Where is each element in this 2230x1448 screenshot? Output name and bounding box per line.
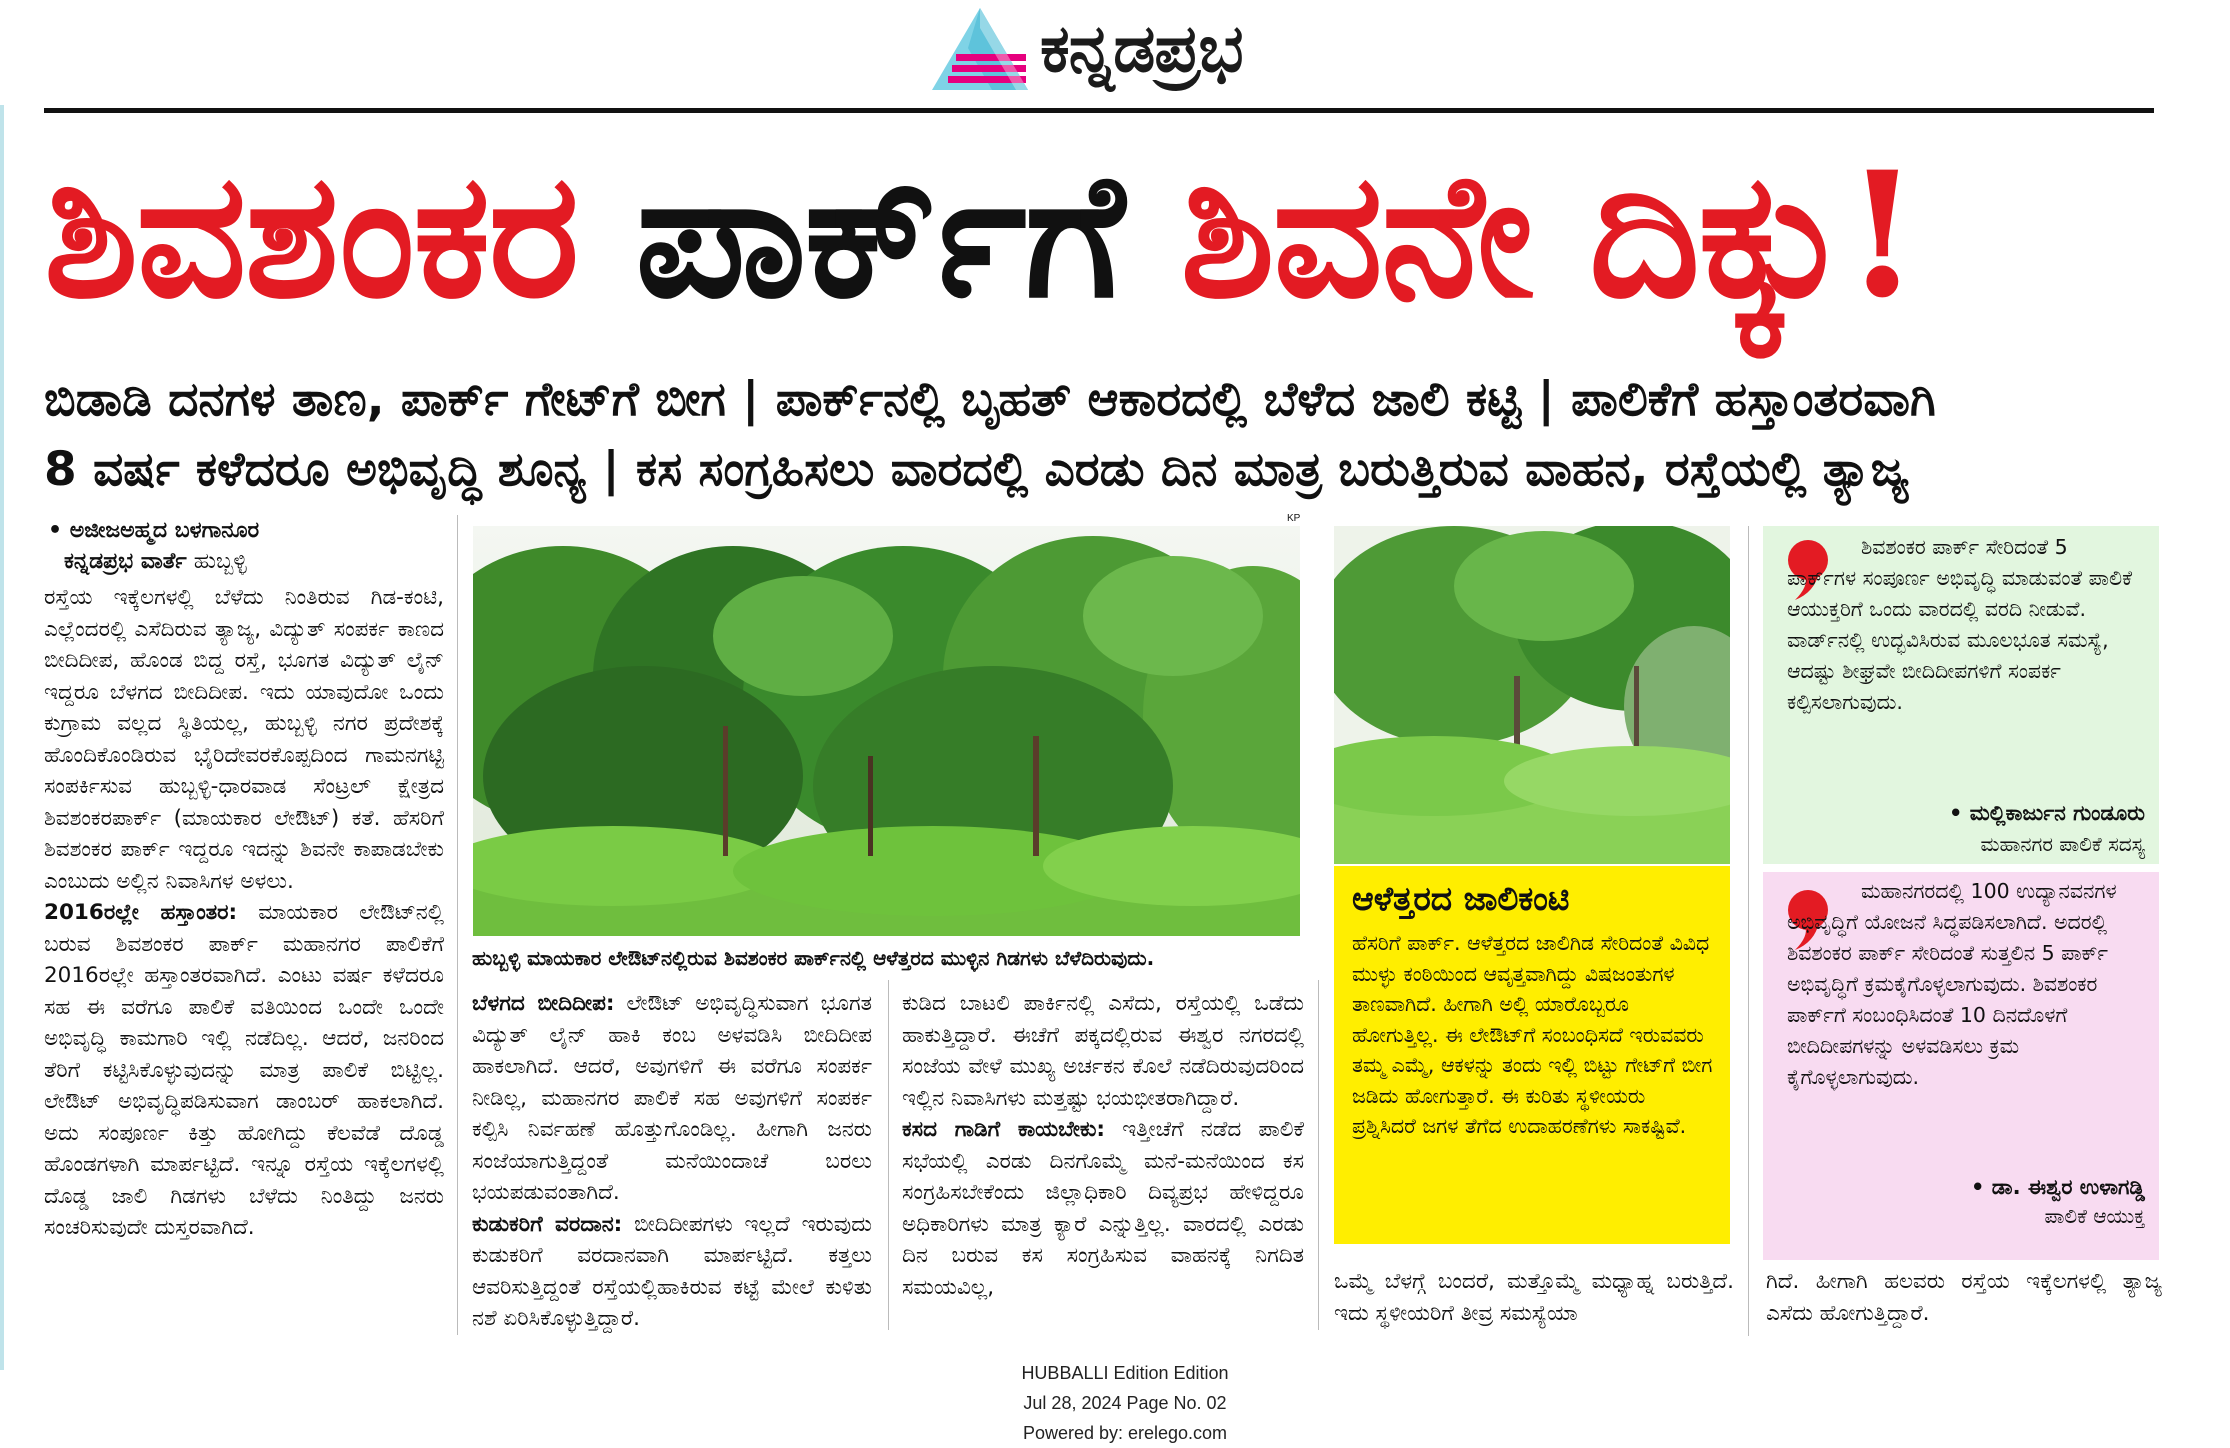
sidebar-text: ಹೆಸರಿಗೆ ಪಾರ್ಕ್. ಆಳೆತ್ತರದ ಜಾಲಿಗಿಡ ಸೇರಿದಂತೆ ವಿವಿಧ ಮುಳ್ಳು ಕಂಠಿಯಿಂದ ಆವೃತ್ತವಾಗಿದ್ದು ವಿಷಜಂತುಗಳ ತಾಣವಾಗಿದೆ. ಹೀಗಾಗಿ ಅಲ್ಲಿ ಯಾರೊಬ್ಬರೂ ಹೋಗುತ್ತಿಲ್ಲ. ಈ ಲೇಔಟ್‌ಗೆ ಸಂಬಂಧಿಸದೆ ಇರುವವರು ತಮ್ಮ ಎಮ್ಮೆ, ಆಕಳನ್ನು ತಂದು ಇಲ್ಲಿ ಬಿಟ್ಟು ಗೇಟ್‌ಗೆ ಬೀಗ ಜಡಿದು ಹೋಗುತ್ತಾರೆ. ಈ ಕುರಿತು ಸ್ಥಳೀಯರು ಪ್ರಶ್ನಿಸಿದರೆ ಜಗಳ ತೆಗೆದ ಉದಾಹರಣೆಗಳು ಸಾಕಷ್ಟಿವೆ. <box>1352 931 1713 1138</box>
headline-part-2: ಪಾರ್ಕ್‌ಗೆ <box>635 133 1181 336</box>
col2-subhead-2: ಕುಡುಕರಿಗೆ ವರದಾನ: <box>472 1211 623 1237</box>
left-edge-bar <box>0 105 4 1370</box>
byline-author: • ಅಜೀಜಅಹ್ಮದ ಬಳಗಾನೂರ <box>48 518 260 543</box>
masthead-logo <box>930 4 1243 94</box>
kannadaprabha-logo-icon <box>930 6 1030 92</box>
masthead-title: ಕನ್ನಡಪ್ರಭ <box>1040 9 1243 87</box>
footer-date: Jul 28, 2024 Page No. 02 <box>1023 1393 1227 1413</box>
column-divider-1 <box>457 515 458 1335</box>
quote-2-name: • ಡಾ. ಈಶ್ವರ ಉಳಾಗಡ್ಡಿ <box>1971 1175 2145 1199</box>
col1-subhead-2: 2016ರಲ್ಲೇ ಹಸ್ತಾಂತರ: <box>44 900 238 925</box>
article-column-5 <box>1766 1266 2162 1329</box>
park-photo-side <box>1334 526 1730 864</box>
footer-powered-by: Powered by: erelego.com <box>1022 1423 1228 1443</box>
quote-1-text: ಶಿವಶಂಕರ ಪಾರ್ಕ್ ಸೇರಿದಂತೆ 5 ಪಾರ್ಕ್‌ಗಳ ಸಂಪೂರ್ಣ ಅಭಿವೃದ್ಧಿ ಮಾಡುವಂತೆ ಪಾಲಿಕೆ ಆಯುಕ್ತರಿಗೆ ಒಂದು ವಾರದಲ್ಲಿ ವರದಿ ನೀಡುವೆ. ವಾರ್ಡ್‌ನಲ್ಲಿ ಉದ್ಭವಿಸಿರುವ ಮೂಲಭೂತ ಸಮಸ್ಯೆ, ಆದಷ್ಟು ಶೀಘ್ರವೇ ಬೀದಿದೀಪಗಳಿಗೆ ಸಂಪರ್ಕ ಕಲ್ಪಿಸಲಾಗುವುದು. <box>1787 535 2133 714</box>
col2-paragraph-2: ಬೀದಿದೀಪಗಳು ಇಲ್ಲದೆ ಇರುವುದು ಕುಡುಕರಿಗೆ ವರದಾನವಾಗಿ ಮಾರ್ಪಟ್ಟಿದೆ. ಕತ್ತಲು ಆವರಿಸುತ್ತಿದ್ದಂತೆ ರಸ್ತೆಯಲ್ಲಿಹಾಕಿರುವ ಕಟ್ಟೆ ಮೇಲೆ ಕುಳಿತು ನಶೆ ಏರಿಸಿಕೊಳ್ಳುತ್ತಿದ್ದಾರೆ. <box>472 1211 873 1331</box>
deck-line-1: ಬಿಡಾಡಿ ದನಗಳ ತಾಣ, ಪಾರ್ಕ್ ಗೇಟ್‌ಗೆ ಬೀಗ | ಪಾರ್ಕ್‌ನಲ್ಲಿ ಬೃಹತ್ ಆಕಾರದಲ್ಲಿ ಬೆಳೆದ ಜಾಲಿ ಕಟ್ಟಿ | ಪಾಲಿಕೆಗೆ ಹಸ್ತಾಂತರವಾಗಿ <box>44 372 1936 427</box>
col5-paragraph-1: ಗಿದೆ. ಹೀಗಾಗಿ ಹಲವರು ರಸ್ತೆಯ ಇಕ್ಕೆಲಗಳಲ್ಲಿ ತ್ಯಾಜ್ಯ ಎಸೆದು ಹೋಗುತ್ತಿದ್ದಾರೆ. <box>1766 1269 2162 1326</box>
column-divider-2 <box>888 980 889 1330</box>
byline <box>48 515 468 577</box>
photo-credit: KP <box>1287 513 1301 524</box>
article-column-1 <box>44 582 444 1244</box>
headline <box>44 125 2194 345</box>
quote-box-green <box>1763 526 2159 864</box>
masthead-rule <box>44 108 2154 113</box>
deck-line-2: 8 ವರ್ಷ ಕಳೆದರೂ ಅಭಿವೃದ್ಧಿ ಶೂನ್ಯ | ಕಸ ಸಂಗ್ರಹಿಸಲು ವಾರದಲ್ಲಿ ಎರಡು ದಿನ ಮಾತ್ರ ಬರುತ್ತಿರುವ ವಾಹನ, ರಸ್ತೆಯಲ್ಲಿ ತ್ಯಾಜ್ಯ <box>44 442 1909 497</box>
col1-paragraph-1: ರಸ್ತೆಯ ಇಕ್ಕೆಲಗಳಲ್ಲಿ ಬೆಳೆದು ನಿಂತಿರುವ ಗಿಡ-ಕಂಟಿ, ಎಲ್ಲೆಂದರಲ್ಲಿ ಎಸೆದಿರುವ ತ್ಯಾಜ್ಯ, ವಿದ್ಯುತ್ ಸಂಪರ್ಕ ಕಾಣದ ಬೀದಿದೀಪ, ಹೊಂಡ ಬಿದ್ದ ರಸ್ತೆ, ಭೂಗತ ವಿದ್ಯುತ್ ಲೈನ್ ಇದ್ದರೂ ಬೆಳಗದ ಬೀದಿದೀಪ. ಇದು ಯಾವುದೋ ಒಂದು ಕುಗ್ರಾಮ ವಲ್ಲದ ಸ್ಥಿತಿಯಲ್ಲ, ಹುಬ್ಬಳ್ಳಿ ನಗರ ಪ್ರದೇಶಕ್ಕೆ ಹೊಂದಿಕೊಂಡಿರುವ ಭೈರಿದೇವರಕೊಪ್ಪದಿಂದ ಗಾಮನಗಟ್ಟಿ ಸಂಪರ್ಕಿಸುವ ಹುಬ್ಬಳ್ಳಿ-ಧಾರವಾಡ ಸೆಂಟ್ರಲ್ ಕ್ಷೇತ್ರದ ಶಿವಶಂಕರಪಾರ್ಕ್ (ಮಾಯಕಾರ ಲೇಔಟ್) ಕತೆ. ಹೆಸರಿಗೆ ಶಿವಶಂಕರ ಪಾರ್ಕ್ ಇದ್ದರೂ ಇದನ್ನು ಶಿವನೇ ಕಾಪಾಡಬೇಕು ಎಂಬುದು ಅಲ್ಲಿನ ನಿವಾಸಿಗಳ ಅಳಲು. <box>44 585 444 894</box>
park-photo-main <box>473 526 1300 936</box>
col4-paragraph-1: ಒಮ್ಮೆ ಬೆಳಗ್ಗೆ ಬಂದರೆ, ಮತ್ತೊಮ್ಮೆ ಮಧ್ಯಾಹ್ನ ಬರುತ್ತಿದೆ. ಇದು ಸ್ಥಳೀಯರಿಗೆ ತೀವ್ರ ಸಮಸ್ಯೆಯಾ <box>1334 1269 1734 1326</box>
quote-2-text: ಮಹಾನಗರದಲ್ಲಿ 100 ಉದ್ಯಾನವನಗಳ ಅಭಿವೃದ್ಧಿಗೆ ಯೋಜನೆ ಸಿದ್ಧಪಡಿಸಲಾಗಿದೆ. ಅದರಲ್ಲಿ ಶಿವಶಂಕರ ಪಾರ್ಕ್ ಸೇರಿದಂತೆ ಸುತ್ತಲಿನ 5 ಪಾರ್ಕ್ ಅಭಿವೃದ್ಧಿಗೆ ಕ್ರಮಕೈಗೊಳ್ಳಲಾಗುವುದು. ಶಿವಶಂಕರ ಪಾರ್ಕ್‌ಗೆ ಸಂಬಂಧಿಸಿದಂತೆ 10 ದಿನದೊಳಗೆ ಬೀದಿದೀಪಗಳನ್ನು ಅಳವಡಿಸಲು ಕ್ರಮ ಕೈಗೊಳ್ಳಲಾಗುವುದು. <box>1787 879 2117 1089</box>
quote-2-role: ಪಾಲಿಕೆ ಆಯುಕ್ತ <box>2044 1204 2145 1228</box>
col3-paragraph-1: ಕುಡಿದ ಬಾಟಲಿ ಪಾರ್ಕಿನಲ್ಲಿ ಎಸೆದು, ರಸ್ತೆಯಲ್ಲಿ ಒಡೆದು ಹಾಕುತ್ತಿದ್ದಾರೆ. ಈಚೆಗೆ ಪಕ್ಕದಲ್ಲಿರುವ ಈಶ್ವರ ನಗರದಲ್ಲಿ ಸಂಜೆಯ ವೇಳೆ ಮುಖ್ಯ ಅರ್ಚಕನ ಕೊಲೆ ನಡೆದಿರುವುದರಿಂದ ಇಲ್ಲಿನ ನಿವಾಸಿಗಳು ಮತ್ತಷ್ಟು ಭಯಭೀತರಾಗಿದ್ದಾರೆ. <box>902 991 1304 1111</box>
park-bushes-image <box>473 526 1300 936</box>
quote-1-role: ಮಹಾನಗರ ಪಾಲಿಕೆ ಸದಸ್ಯ <box>1980 832 2145 856</box>
quote-1-name: • ಮಲ್ಲಿಕಾರ್ಜುನ ಗುಂಡೂರು <box>1948 801 2145 825</box>
col1-paragraph-2: ಮಾಯಕಾರ ಲೇಔಟ್‌ನಲ್ಲಿ ಬರುವ ಶಿವಶಂಕರ ಪಾರ್ಕ್ ಮಹಾನಗರ ಪಾಲಿಕೆಗೆ 2016ರಲ್ಲೇ ಹಸ್ತಾಂತರವಾಗಿದೆ. ಎಂಟು ವರ್ಷ ಕಳೆದರೂ ಸಹ ಈ ವರೆಗೂ ಪಾಲಿಕೆ ವತಿಯಿಂದ ಒಂದೇ ಒಂದೇ ಅಭಿವೃದ್ಧಿ ಕಾಮಗಾರಿ ಇಲ್ಲಿ ನಡೆದಿಲ್ಲ. ಆದರೆ, ಜನರಿಂದ ತೆರಿಗೆ ಕಟ್ಟಿಸಿಕೊಳ್ಳುವುದನ್ನು ಮಾತ್ರ ಪಾಲಿಕೆ ಬಿಟ್ಟಿಲ್ಲ. ಲೇಔಟ್ ಅಭಿವೃದ್ಧಿಪಡಿಸುವಾಗ ಡಾಂಬರ್ ಹಾಕಲಾಗಿದೆ. ಅದು ಸಂಪೂರ್ಣ ಕಿತ್ತು ಹೋಗಿದ್ದು ಕೆಲವೆಡೆ ದೊಡ್ಡ ಹೊಂಡಗಳಾಗಿ ಮಾರ್ಪಟ್ಟಿದೆ. ಇನ್ನೂ ರಸ್ತೆಯ ಇಕ್ಕೆಲಗಳಲ್ಲಿ ದೊಡ್ಡ ಜಾಲಿ ಗಿಡಗಳು ಬೆಳೆದು ನಿಂತಿದ್ದು ಜನರು ಸಂಚರಿಸುವುದೇ ದುಸ್ತರವಾಗಿದೆ. <box>44 900 444 1240</box>
sidebar-title: ಆಳೆತ್ತರದ ಜಾಲಿಕಂಟಿ <box>1352 879 1570 918</box>
masthead <box>0 0 2230 110</box>
footer-edition: HUBBALLI Edition Edition <box>1021 1363 1229 1383</box>
photo-caption: ಹುಬ್ಬಳ್ಳಿ ಮಾಯಕಾರ ಲೇಔಟ್‌ನಲ್ಲಿರುವ ಶಿವಶಂಕರ ಪಾರ್ಕ್‌ನಲ್ಲಿ ಆಳೆತ್ತರದ ಮುಳ್ಳಿನ ಗಿಡಗಳು ಬೆಳೆದಿರುವುದು. <box>472 946 1155 970</box>
column-divider-4 <box>1748 526 1749 1336</box>
article-column-4 <box>1334 1266 1734 1329</box>
col2-subhead-1: ಬೆಳಗದ ಬೀದಿದೀಪ: <box>472 991 615 1016</box>
article-column-3 <box>902 988 1304 1303</box>
column-divider-3 <box>1318 980 1319 1330</box>
sidebar-box-yellow <box>1334 866 1730 1244</box>
byline-agency-line <box>48 546 468 577</box>
park-trees-image <box>1334 526 1730 864</box>
article-column-2 <box>472 988 872 1335</box>
col3-subhead-2: ಕಸದ ಗಾಡಿಗೆ ಕಾಯಬೇಕು: <box>902 1117 1106 1142</box>
col2-paragraph-1: ಲೇಔಟ್ ಅಭಿವೃದ್ಧಿಸುವಾಗ ಭೂಗತ ವಿದ್ಯುತ್ ಲೈನ್ ಹಾಕಿ ಕಂಬ ಅಳವಡಿಸಿ ಬೀದಿದೀಪ ಹಾಕಲಾಗಿದೆ. ಆದರೆ, ಅವುಗಳಿಗೆ ಈ ವರೆಗೂ ಸಂಪರ್ಕ ನೀಡಿಲ್ಲ, ಮಹಾನಗರ ಪಾಲಿಕೆ ಸಹ ಅವುಗಳಿಗೆ ಸಂಪರ್ಕ ಕಲ್ಪಿಸಿ ನಿರ್ವಹಣೆ ಹೊತ್ತುಗೊಂಡಿಲ್ಲ. ಹೀಗಾಗಿ ಜನರು ಸಂಜೆಯಾಗುತ್ತಿದ್ದಂತೆ ಮನೆಯಿಂದಾಚೆ ಬರಲು ಭಯಪಡುವಂತಾಗಿದೆ. <box>472 991 872 1205</box>
page-footer <box>915 1358 1335 1448</box>
headline-part-1: ಶಿವಶಂಕರ <box>44 133 636 336</box>
byline-place: ಹುಬ್ಬಳ್ಳಿ <box>186 549 247 574</box>
byline-agency: ಕನ್ನಡಪ್ರಭ ವಾರ್ತೆ <box>64 549 187 574</box>
headline-part-3: ಶಿವನೇ ದಿಕ್ಕು! <box>1180 133 1919 336</box>
quote-box-pink <box>1763 872 2159 1260</box>
col3-paragraph-2: ಇತ್ತೀಚೆಗೆ ನಡೆದ ಪಾಲಿಕೆ ಸಭೆಯಲ್ಲಿ ಎರಡು ದಿನಗೊಮ್ಮೆ ಮನೆ-ಮನೆಯಿಂದ ಕಸ ಸಂಗ್ರಹಿಸಬೇಕೆಂದು ಜಿಲ್ಲಾಧಿಕಾರಿ ದಿವ್ಯಪ್ರಭ ಹೇಳಿದ್ದರೂ ಅಧಿಕಾರಿಗಳು ಮಾತ್ರ ಕ್ಯಾರೆ ಎನ್ನುತ್ತಿಲ್ಲ. ವಾರದಲ್ಲಿ ಎರಡು ದಿನ ಬರುವ ಕಸ ಸಂಗ್ರಹಿಸುವ ವಾಹನಕ್ಕೆ ನಿಗದಿತ ಸಮಯವಿಲ್ಲ, <box>902 1117 1304 1300</box>
